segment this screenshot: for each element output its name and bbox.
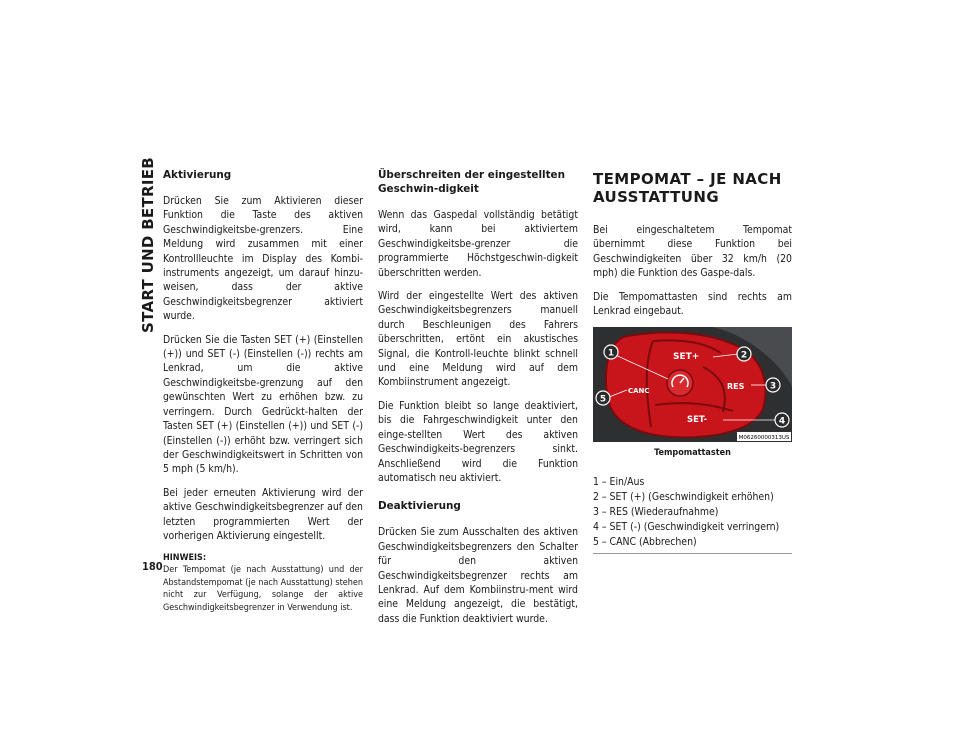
legend-item: 3 – RES (Wiederaufnahme) [593,505,719,518]
callout-2 [737,347,751,361]
legend-item: 4 – SET (-) (Geschwindigkeit verringern) [593,520,780,533]
heading-aktivierung: Aktivierung [163,169,232,181]
callout-3 [766,378,780,392]
page-number: 180 [142,560,163,573]
callout-4 [775,413,789,427]
callout-1 [604,345,618,359]
section-title: TEMPOMAT – JE NACH AUSSTATTUNG [593,170,782,206]
svg-text:1: 1 [607,348,615,359]
column-middle [378,168,578,635]
svg-text:3: 3 [769,381,777,392]
paragraph: Bei eingeschaltetem Tempomat übernimmt diese Funktion bei Geschwindigkeiten über 32 km/h (20 mph) die Funktion des Gaspe-dals. [593,224,792,280]
paragraph: Wenn das Gaspedal vollständig betätigt wird, kann bei aktiviertem Geschwindigkeitsbe-grenzer die programmierte Höchstgeschwin-digkeit überschritten werden. [378,209,578,279]
paragraph: Die Tempomattasten sind rechts am Lenkrad eingebaut. [593,290,792,318]
cruise-control-buttons-figure [593,327,792,442]
svg-text:5: 5 [599,394,607,405]
legend-item: 5 – CANC (Abbrechen) [593,535,697,548]
res-button-label: RES [727,382,745,392]
paragraph: Drücken Sie zum Aktivieren dieser Funktion die Taste des aktiven Geschwindigkeitsbe-grenzers. Eine Meldung wird zusammen mit einer Kontrollleuchte im Display des Kombi-instruments angezeigt, um darauf hinzu-weisen, dass der aktive Geschwindigkeitsbegrenzer aktiviert wurde. [163,195,363,323]
column-right [593,168,792,554]
legend-item: 1 – Ein/Aus [593,475,645,488]
callout-5 [596,391,610,405]
heading-deaktivierung: Deaktivierung [378,500,461,513]
svg-text:4: 4 [778,416,786,427]
figure-caption: Tempomattasten [654,448,731,459]
svg-text:2: 2 [740,350,748,361]
note-text: Der Tempomat (je nach Ausstattung) und der Abstandstempomat (je nach Ausstattung) stehen nicht zur Verfügung, solange der aktive Geschwindigkeitsbegrenzer in Verwendung ist. [163,565,363,613]
set-plus-button-label: SET+ [673,352,700,363]
legend-list [593,475,792,554]
legend-item: 2 – SET (+) (Geschwindigkeit erhöhen) [593,490,774,503]
set-minus-button-label: SET- [687,415,708,426]
column-left [163,168,363,614]
section-side-tab-label: START UND BETRIEB [139,156,157,334]
canc-button-label: CANC [628,387,650,396]
paragraph: Wird der eingestellte Wert des aktiven Geschwindigkeitsbegrenzers manuell durch Beschleunigen des Fahrers überschritten, ertönt ein akustisches Signal, die Kontroll-leuchte blinkt schnell und eine Meldung wird auf dem Kombiinstrument angezeigt. [378,290,578,389]
section-side-tab [138,156,158,334]
paragraph: Drücken Sie die Tasten SET (+) (Einstellen (+)) und SET (-) (Einstellen (-)) rechts am Lenkrad, um die aktive Geschwindigkeitsbe-grenzung auf den gewünschten Wert zu erhöhen bzw. zu verringern. Durch Gedrückt-halten der Tasten SET (+) (Einstellen (+)) und SET (-) (Einstellen (-)) erhöht bzw. verringert sich der Geschwindigkeitswert in Schritten von 5 mph (5 km/h). [163,333,363,476]
figure-code: M06260000313US [738,435,790,442]
heading-ueberschreiten: Überschreiten der eingestellten Geschwin-digkeit [378,169,566,195]
paragraph: Die Funktion bleibt so lange deaktiviert, bis die Fahrgeschwindigkeit unter den einge-stellten Wert des aktiven Geschwindigkeits-begrenzers sinkt. Anschließend wird die Funktion automatisch neu aktiviert. [378,399,578,484]
note-heading: HINWEIS: [163,553,207,564]
paragraph: Drücken Sie zum Ausschalten des aktiven Geschwindigkeitsbegrenzers den Schalter für den aktiven Geschwindigkeitsbegrenzer rechts am Lenkrad. Auf dem Kombiinstru-ment wird eine Meldung angezeigt, die bestätigt, dass die Funktion deaktiviert wurde. [378,526,578,625]
paragraph: Bei jeder erneuten Aktivierung wird der aktive Geschwindigkeitsbegrenzer auf den letzten programmierten Wert der vorherigen Aktivierung eingestellt. [163,486,363,542]
steering-wheel-buttons-illustration [593,327,792,442]
